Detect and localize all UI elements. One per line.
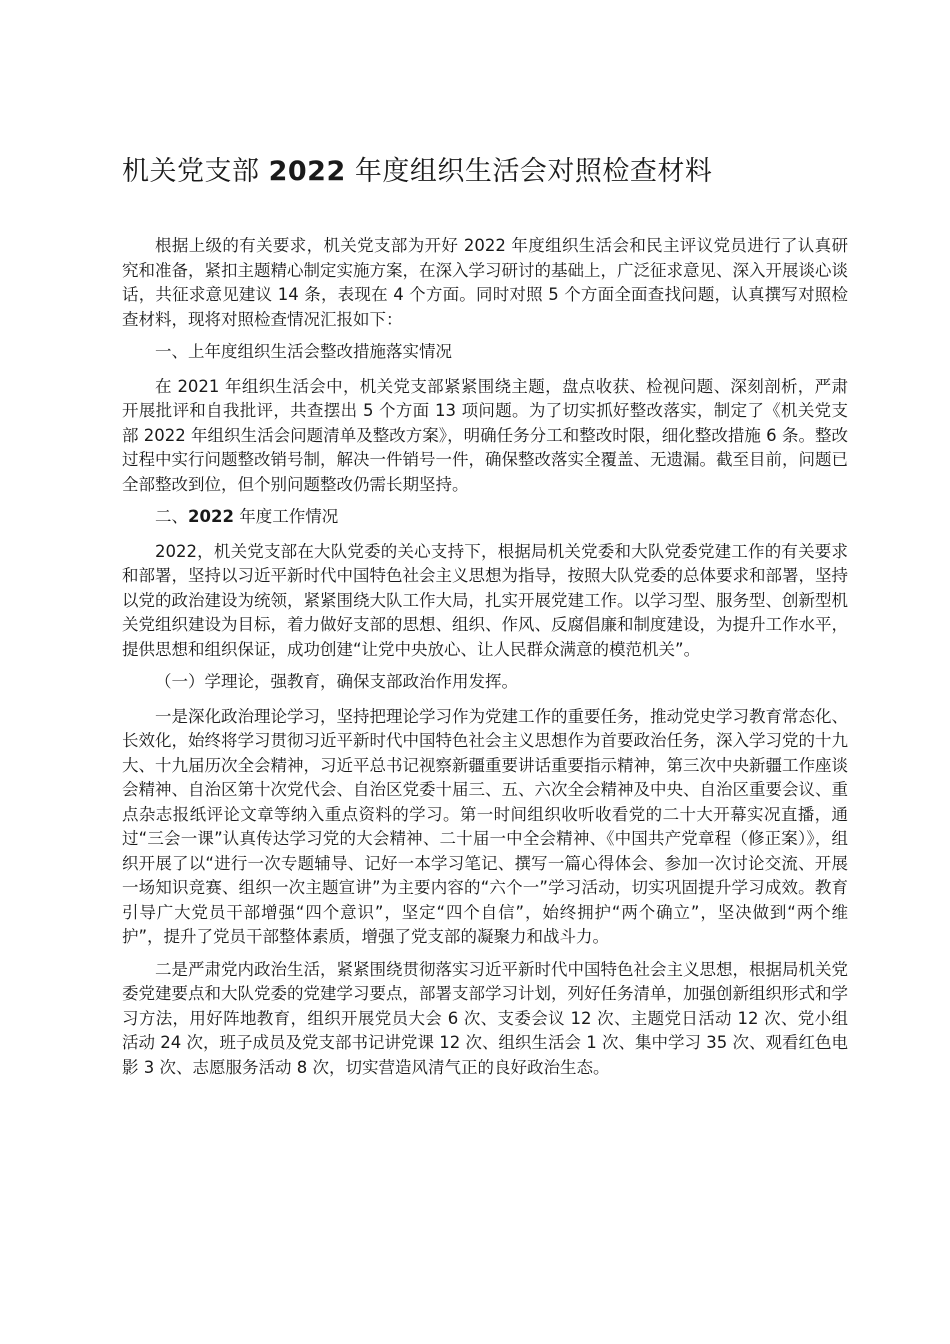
document-body bbox=[122, 234, 848, 1088]
title-year: 2022 bbox=[268, 156, 346, 187]
section-2-paragraph: 2022，机关党支部在大队党委的关心支持下，根据局机关党委和大队党委党建工作的有关要求和部署，坚持以习近平新时代中国特色社会主义思想为指导，按照大队党委的总体要求和部署，坚持以党的政治建设为统领，紧紧围绕大队工作大局，扎实开展党建工作。以学习型、服务型、创新型机关党组织建设为目标，着力做好支部的思想、组织、作风、反腐倡廉和制度建设，为提升工作水平，提供思想和组织保证，成功创建“让党中央放心、让人民群众满意的模范机关”。 bbox=[122, 541, 848, 659]
subsection-heading-1: （一）学理论，强教育，确保支部政治作用发挥。 bbox=[155, 672, 518, 691]
section-heading-2 bbox=[122, 505, 848, 530]
subsection-1-paragraph-1: 一是深化政治理论学习，坚持把理论学习作为党建工作的重要任务，推动党史学习教育常态化、长效化，始终将学习贯彻习近平新时代中国特色社会主义思想作为首要政治任务，深入学习党的十九大、十九届历次全会精神，习近平总书记视察新疆重要讲话重要指示精神，第三次中央新疆工作座谈会精神、自治区第十次党代会、自治区党委十届三、五、六次全会精神及中央、自治区重要会议、重点杂志报纸评论文章等纳入重点资料的学习。第一时间组织收听收看党的二十大开幕实况直播，通过“三会一课”认真传达学习党的大会精神、二十届一中全会精神、《中国共产党章程（修正案）》，组织开展了以“进行一次专题辅导、记好一本学习笔记、撰写一篇心得体会、参加一次讨论交流、开展一场知识竞赛、组织一次主题宣讲”为主要内容的“六个一”学习活动，切实巩固提升学习成效。教育引导广大党员干部增强“四个意识”，坚定“四个自信”，始终拥护“两个确立”，坚决做到“两个维护”，提升了党员干部整体素质，增强了党支部的凝聚力和战斗力。 bbox=[122, 706, 848, 946]
section-heading-2-prefix: 二、 bbox=[155, 507, 188, 526]
intro-paragraph: 根据上级的有关要求，机关党支部为开好 2022 年度组织生活会和民主评议党员进行了认真研究和准备，紧扣主题精心制定实施方案，在深入学习研讨的基础上，广泛征求意见、深入开展谈心谈话，共征求意见建议 14 条，表现在 4 个方面。同时对照 5 个方面全面查找问题，认真撰写对照检查材料，现将对照检查情况汇报如下： bbox=[122, 236, 848, 329]
title-part2: 年度组织生活会对照检查材料 bbox=[354, 156, 713, 187]
section-1-paragraph: 在 2021 年组织生活会中，机关党支部紧紧围绕主题，盘点收获、检视问题、深刻剖析，严肃开展批评和自我批评，共查摆出 5 个方面 13 项问题。为了切实抓好整改落实，制定了《机关党支部 2022 年组织生活会问题清单及整改方案》，明确任务分工和整改时限，细化整改措施 6 条。整改过程中实行问题整改销号制，解决一件销号一件，确保整改落实全覆盖、无遗漏。截至目前，问题已全部整改到位，但个别问题整改仍需长期坚持。 bbox=[122, 376, 848, 494]
section-heading-1: 一、上年度组织生活会整改措施落实情况 bbox=[155, 342, 452, 361]
subsection-1-paragraph-2: 二是严肃党内政治生活，紧紧围绕贯彻落实习近平新时代中国特色社会主义思想，根据局机关党委党建要点和大队党委的党建学习要点，部署支部学习计划，列好任务清单，加强创新组织形式和学习方法，用好阵地教育，组织开展党员大会 6 次、支委会议 12 次、主题党日活动 12 次、党小组活动 24 次，班子成员及党支部书记讲党课 12 次、组织生活会 1 次、集中学习 35 次、观看红色电影 3 次、志愿服务活动 8 次，切实营造风清气正的良好政治生态。 bbox=[122, 959, 848, 1077]
section-heading-2-suffix: 年度工作情况 bbox=[239, 507, 339, 526]
section-heading-2-year: 2022 bbox=[188, 507, 234, 526]
title-part1: 机关党支部 bbox=[122, 156, 260, 187]
document-title bbox=[122, 152, 842, 192]
